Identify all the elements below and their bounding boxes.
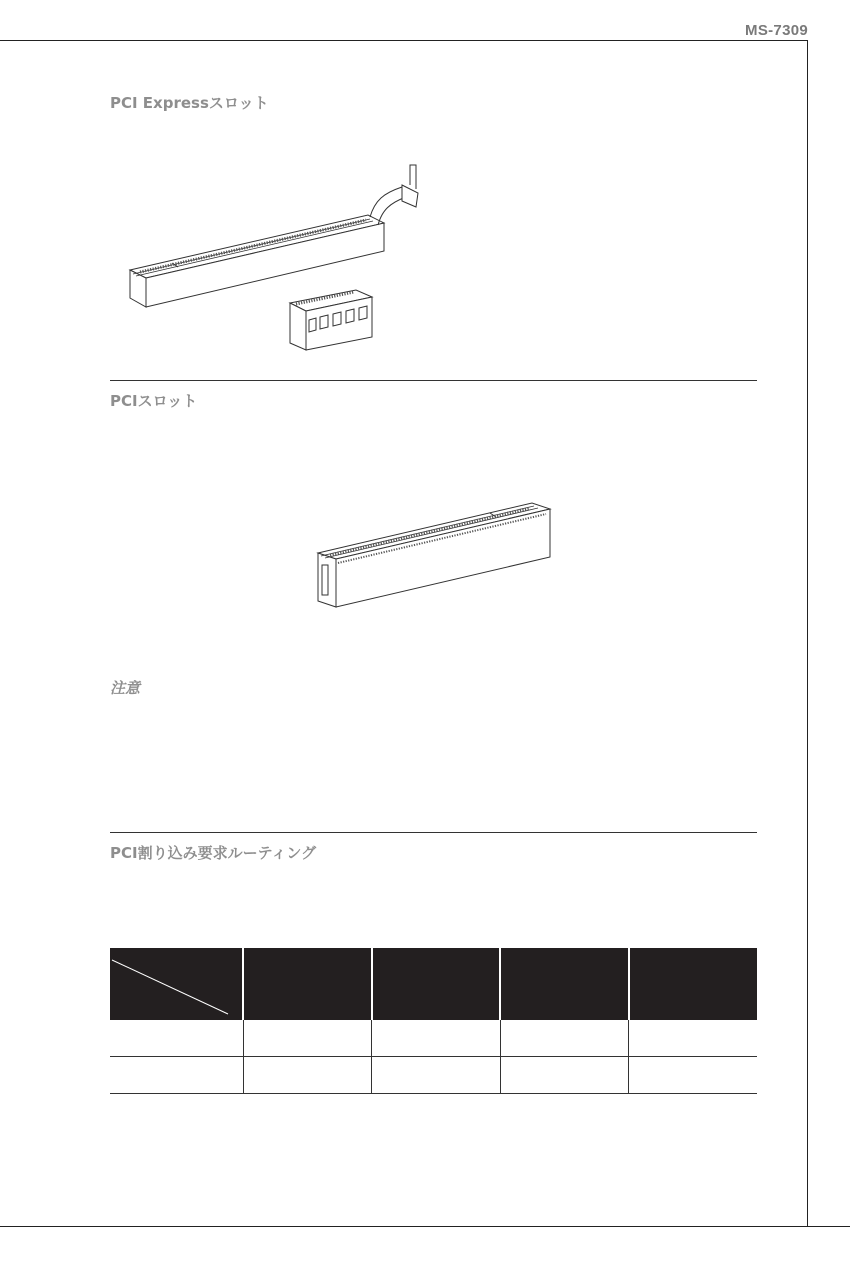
bottom-rule: [0, 1226, 850, 1227]
table-header-cell: [500, 948, 629, 1020]
irq-routing-heading: PCI割り込み要求ルーティング: [110, 844, 317, 862]
right-margin-rule: [807, 40, 808, 1227]
section-divider-pcie: [110, 380, 757, 381]
pci-slot-heading: PCIスロット: [110, 392, 198, 410]
table-cell: [110, 1020, 243, 1057]
table-cell: [629, 1020, 758, 1057]
table-corner-cell: [110, 948, 243, 1020]
pci-slot-illustration: [310, 495, 560, 615]
pcie-slot-heading: PCI Expressスロット: [110, 94, 269, 112]
pcie-slot-illustration: [120, 155, 450, 360]
table-cell: [372, 1057, 501, 1094]
table-header-cell: [243, 948, 372, 1020]
diagonal-divider: [110, 948, 242, 1020]
section-divider-notice: [110, 832, 757, 833]
table-cell: [500, 1020, 629, 1057]
irq-routing-table: [110, 948, 757, 1094]
table-cell: [629, 1057, 758, 1094]
table-cell: [372, 1020, 501, 1057]
table-cell: [243, 1057, 372, 1094]
table-header-cell: [372, 948, 501, 1020]
table-header-cell: [629, 948, 758, 1020]
table-header-row: [110, 948, 757, 1020]
model-number: MS-7309: [745, 22, 808, 39]
table-cell: [243, 1020, 372, 1057]
table-cell: [500, 1057, 629, 1094]
notice-heading: 注意: [110, 679, 141, 697]
table-row: [110, 1020, 757, 1057]
table-row: [110, 1057, 757, 1094]
top-rule: [0, 40, 808, 41]
table-cell: [110, 1057, 243, 1094]
